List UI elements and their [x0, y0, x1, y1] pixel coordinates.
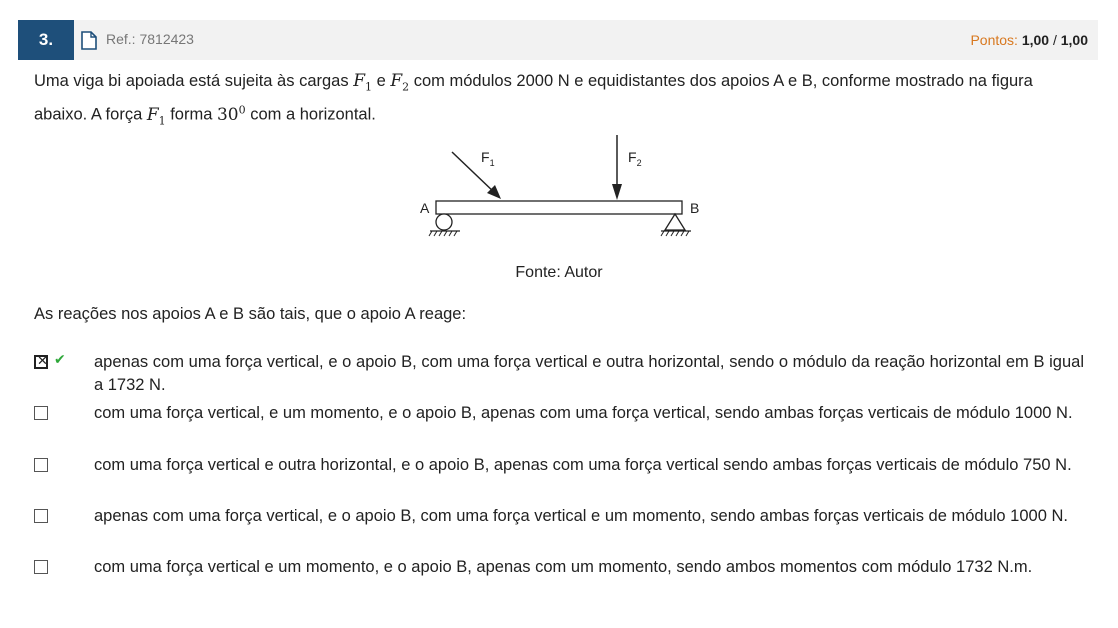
statement-text-4: com a horizontal.	[245, 106, 376, 125]
statement-text-2: com módulos 2000 N e equidistantes dos apoios A e B, conforme mostrado na figura abaixo. A força	[34, 72, 1033, 125]
points-max: 1,00	[1060, 32, 1088, 48]
math-f2: $F_2$	[390, 71, 410, 94]
label-a: A	[420, 200, 430, 216]
option-text[interactable]: com uma força vertical e um momento, e o apoio B, apenas com um momento, sendo ambos momentos com módulo 1732 N.m.	[94, 558, 1033, 576]
math-f1-second: $F_1$	[146, 105, 166, 128]
question-number: 3.	[18, 20, 74, 60]
math-angle: $30^0$	[216, 103, 246, 126]
option-text[interactable]: com uma força vertical, e um momento, e o apoio B, apenas com uma força vertical, sendo ambas forças verticais de módulo 1000 N.	[94, 404, 1073, 422]
checkbox[interactable]	[34, 406, 48, 420]
statement-text-1: Uma viga bi apoiada está sujeita às cargas	[34, 72, 354, 90]
option-text[interactable]: apenas com uma força vertical, e o apoio B, com uma força vertical e outra horizontal, sendo o módulo da reação horizontal em B igual a 1732 N.	[94, 353, 1084, 394]
checkbox-checked[interactable]	[34, 355, 48, 369]
x-mark-icon: ✕	[37, 354, 48, 369]
option-text[interactable]: apenas com uma força vertical, e o apoio B, com uma força vertical e um momento, sendo ambas forças verticais de módulo 1000 N.	[94, 507, 1068, 525]
figure-caption: Fonte: Autor	[515, 264, 603, 281]
checkbox[interactable]	[34, 458, 48, 472]
support-a-roller	[436, 214, 452, 230]
label-b: B	[690, 200, 700, 216]
question-header	[18, 20, 1098, 60]
question-prompt: As reações nos apoios A e B são tais, que o apoio A reage:	[34, 305, 467, 323]
math-f1: $F_1$	[353, 71, 372, 94]
beam	[436, 201, 682, 214]
statement-text-3: forma	[165, 106, 217, 125]
label-f1: $F_1$	[481, 149, 495, 168]
question-statement	[34, 70, 1089, 132]
correct-check-icon: ✔	[54, 352, 66, 368]
option-text[interactable]: com uma força vertical e outra horizontal, e o apoio B, apenas com uma força vertical sendo ambas forças verticais de módulo 750 N.	[94, 456, 1072, 474]
points-value: 1,00	[1021, 32, 1050, 48]
beam-diagram	[418, 130, 708, 245]
checkbox[interactable]	[34, 509, 48, 523]
points-separator: /	[1052, 32, 1057, 48]
statement-and: e	[371, 72, 391, 90]
points-label: Pontos:	[970, 32, 1018, 48]
support-b-pin	[665, 214, 685, 230]
question-ref: Ref.: 7812423	[106, 31, 194, 47]
label-f2: $F_2$	[628, 149, 642, 168]
document-icon	[81, 31, 97, 50]
checkbox[interactable]	[34, 560, 48, 574]
points-score	[970, 32, 1088, 48]
